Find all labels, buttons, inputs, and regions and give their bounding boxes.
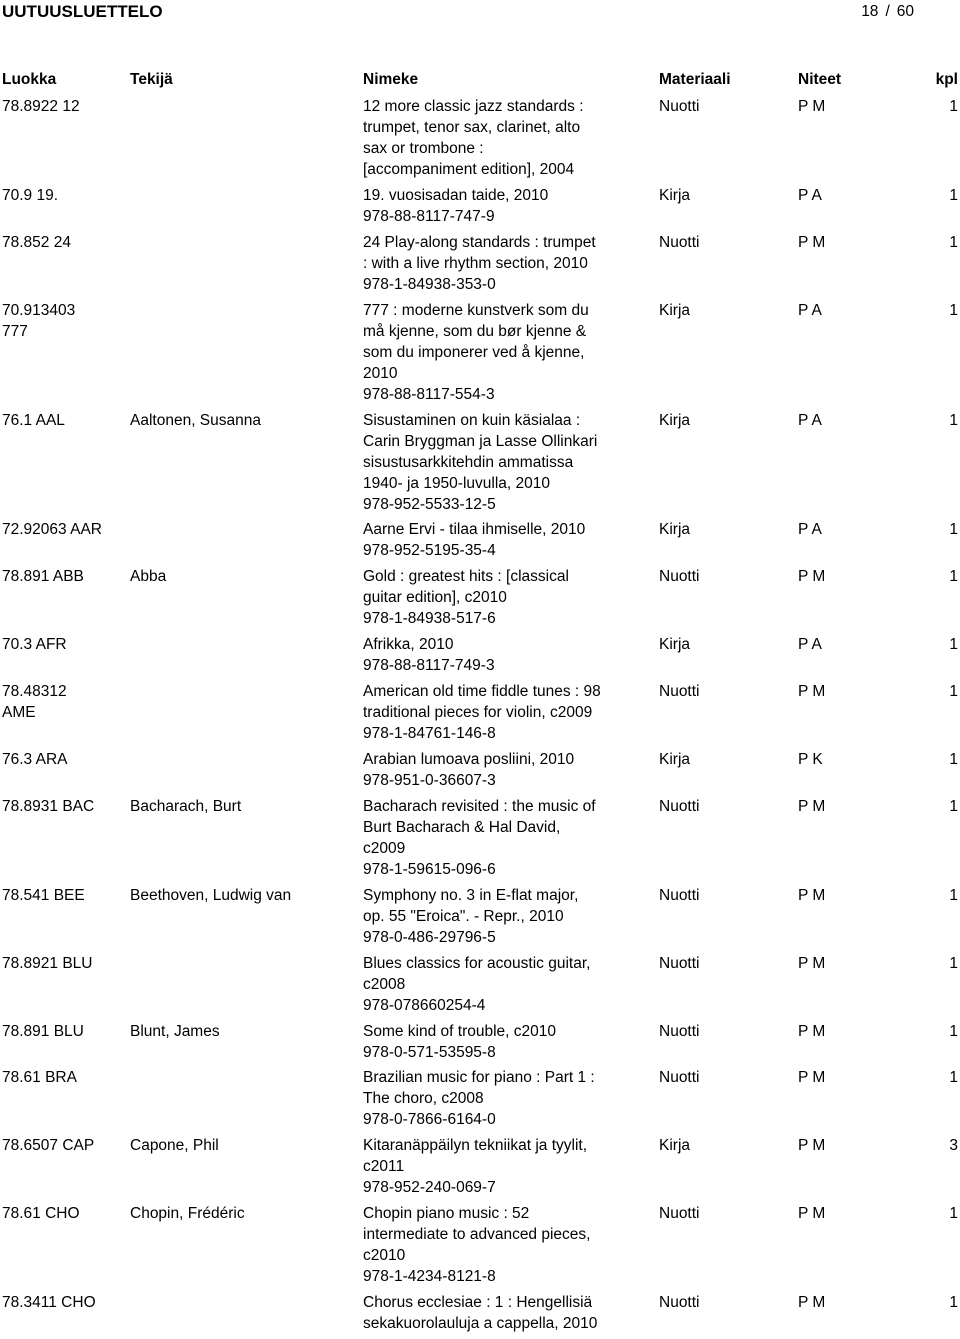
cell-nimeke-line: 978-1-84761-146-8 [363, 725, 496, 743]
cell-materiaali: Kirja [659, 1137, 691, 1155]
cell-nimeke [363, 634, 613, 676]
cell-luokka-line: 78.3411 CHO [2, 1294, 96, 1312]
cell-tekija [130, 566, 360, 587]
cell-nimeke-line: 978-952-5533-12-5 [363, 495, 496, 513]
cell-kpl: 1 [949, 797, 958, 815]
table-row [0, 410, 960, 520]
cell-materiaali: Kirja [659, 521, 691, 539]
cell-nimeke-line: 978-1-84938-517-6 [363, 610, 496, 628]
cell-nimeke-line: Chorus ecclesiae : 1 : Hengellisiä [363, 1294, 593, 1312]
cell-niteet: P M [798, 1137, 826, 1155]
cell-niteet: P M [798, 233, 826, 251]
cell-luokka [2, 566, 127, 587]
cell-materiaali: Kirja [659, 636, 691, 654]
cell-luokka-line: 78.8922 12 [2, 98, 80, 115]
cell-kpl: 1 [949, 1205, 958, 1223]
cell-kpl: 1 [949, 751, 958, 769]
cell-niteet: P A [798, 636, 822, 654]
cell-luokka [2, 885, 127, 906]
cell-luokka [2, 96, 127, 117]
cell-niteet: P A [798, 521, 822, 539]
cell-luokka-line: 76.1 AAL [2, 411, 65, 429]
cell-niteet: P A [798, 411, 822, 429]
column-header-luokka: Luokka [2, 71, 57, 88]
cell-materiaali: Kirja [659, 411, 691, 429]
document-title: UUTUUSLUETTELO [2, 2, 163, 21]
cell-niteet: P M [798, 886, 826, 904]
cell-kpl: 1 [949, 1022, 958, 1040]
cell-kpl: 1 [949, 521, 958, 539]
cell-materiaali: Nuotti [659, 568, 700, 586]
cell-luokka-line: AME [2, 704, 36, 722]
table-row [0, 1021, 960, 1068]
cell-nimeke-line: må kjenne, som du bør kjenne & [363, 322, 587, 340]
cell-nimeke-line: : with a live rhythm section, 2010 [363, 254, 588, 272]
cell-luokka-line: 78.541 BEE [2, 886, 85, 904]
cell-luokka-line: 78.891 ABB [2, 568, 84, 586]
table-row [0, 796, 960, 885]
cell-nimeke-line: c2009 [363, 839, 406, 857]
cell-niteet: P K [798, 751, 823, 769]
column-header-niteet: Niteet [798, 71, 842, 88]
page-total: 60 [896, 3, 914, 20]
page-separator: / [885, 3, 890, 20]
table-row [0, 1203, 960, 1292]
cell-kpl: 1 [949, 683, 958, 701]
cell-nimeke-line: sisustusarkkitehdin ammatissa [363, 453, 574, 471]
cell-niteet: P M [798, 98, 826, 115]
cell-niteet: P M [798, 954, 826, 972]
cell-nimeke-line: 978-0-7866-6164-0 [363, 1111, 496, 1129]
cell-luokka-line: 78.8931 BAC [2, 797, 95, 815]
cell-nimeke [363, 96, 613, 180]
cell-nimeke-line: 978-88-8117-747-9 [363, 207, 495, 225]
cell-nimeke [363, 681, 613, 744]
cell-nimeke [363, 953, 613, 1016]
cell-nimeke [363, 1203, 613, 1287]
cell-luokka [2, 1021, 127, 1042]
cell-nimeke-line: Kitaranäppäilyn tekniikat ja tyylit, [363, 1137, 588, 1155]
cell-nimeke [363, 885, 613, 948]
table-row [0, 634, 960, 681]
cell-materiaali: Nuotti [659, 886, 700, 904]
cell-tekija [130, 410, 360, 431]
cell-nimeke-line: c2008 [363, 975, 406, 993]
cell-materiaali: Kirja [659, 186, 691, 204]
cell-luokka [2, 953, 127, 974]
table-row [0, 885, 960, 953]
cell-materiaali: Nuotti [659, 1022, 700, 1040]
cell-materiaali: Nuotti [659, 1205, 700, 1223]
cell-tekija-line: Capone, Phil [130, 1137, 219, 1155]
cell-nimeke-line: Some kind of trouble, c2010 [363, 1022, 557, 1040]
table-row [0, 96, 960, 185]
cell-nimeke-line: 19. vuosisadan taide, 2010 [363, 186, 549, 204]
cell-materiaali: Nuotti [659, 1294, 700, 1312]
cell-nimeke-line: sax or trombone : [363, 140, 484, 157]
cell-nimeke-line: 978-952-240-069-7 [363, 1179, 496, 1197]
cell-nimeke-line: Blues classics for acoustic guitar, [363, 954, 591, 972]
page-current: 18 [861, 3, 879, 20]
cell-nimeke [363, 300, 613, 405]
column-header-kpl: kpl [935, 71, 958, 88]
cell-materiaali: Kirja [659, 301, 691, 319]
cell-luokka [2, 1067, 127, 1088]
cell-kpl: 1 [949, 98, 958, 115]
cell-tekija-line: Bacharach, Burt [130, 797, 242, 815]
cell-nimeke-line: 978-078660254-4 [363, 996, 486, 1014]
cell-niteet: P M [798, 1205, 826, 1223]
cell-tekija [130, 1021, 360, 1042]
cell-luokka [2, 749, 127, 770]
cell-luokka [2, 300, 127, 342]
cell-niteet: P M [798, 1069, 826, 1087]
cell-niteet: P A [798, 301, 822, 319]
cell-nimeke-line: 2010 [363, 364, 398, 382]
cell-kpl: 1 [949, 568, 958, 586]
cell-nimeke-line: 978-951-0-36607-3 [363, 772, 496, 790]
cell-luokka-line: 78.61 BRA [2, 1069, 77, 1087]
cell-nimeke [363, 410, 613, 515]
cell-nimeke-line: Brazilian music for piano : Part 1 : [363, 1069, 595, 1087]
table-row [0, 1135, 960, 1203]
cell-nimeke [363, 1292, 613, 1334]
cell-luokka [2, 1292, 127, 1313]
cell-kpl: 1 [949, 954, 958, 972]
cell-luokka-line: 72.92063 AAR [2, 521, 102, 539]
cell-nimeke-line: trumpet, tenor sax, clarinet, alto [363, 119, 581, 136]
cell-nimeke-line: 978-1-59615-096-6 [363, 860, 496, 878]
cell-kpl: 1 [949, 886, 958, 904]
cell-nimeke [363, 232, 613, 295]
cell-nimeke-line: 978-1-4234-8121-8 [363, 1268, 496, 1286]
cell-niteet: P M [798, 683, 826, 701]
cell-nimeke-line: intermediate to advanced pieces, [363, 1226, 591, 1244]
cell-tekija [130, 1135, 360, 1156]
cell-nimeke-line: c2011 [363, 1158, 405, 1176]
cell-luokka [2, 519, 127, 540]
cell-luokka-line: 78.891 BLU [2, 1022, 84, 1040]
column-header-tekija: Tekijä [130, 71, 173, 88]
table-row [0, 232, 960, 300]
cell-nimeke [363, 796, 613, 880]
cell-materiaali: Nuotti [659, 98, 700, 115]
cell-nimeke-line: 24 Play-along standards : trumpet [363, 233, 596, 251]
cell-kpl: 1 [949, 411, 958, 429]
table-row [0, 681, 960, 749]
cell-tekija [130, 1203, 360, 1224]
cell-materiaali: Nuotti [659, 954, 700, 972]
cell-nimeke-line: som du imponerer ved å kjenne, [363, 343, 585, 361]
cell-nimeke-line: 978-952-5195-35-4 [363, 542, 496, 560]
cell-nimeke-line: Gold : greatest hits : [classical [363, 568, 569, 586]
cell-materiaali: Nuotti [659, 233, 700, 251]
catalog-table [0, 96, 960, 1339]
cell-kpl: 1 [949, 1069, 958, 1087]
cell-nimeke-line: 777 : moderne kunstverk som du [363, 301, 589, 319]
cell-tekija-line: Beethoven, Ludwig van [130, 886, 292, 904]
cell-luokka-line: 70.3 AFR [2, 636, 67, 654]
cell-nimeke-line: Bacharach revisited : the music of [363, 797, 596, 815]
cell-luokka-line: 78.48312 [2, 683, 67, 701]
cell-kpl: 3 [949, 1137, 958, 1155]
cell-nimeke [363, 566, 613, 629]
cell-nimeke-line: op. 55 "Eroica". - Repr., 2010 [363, 907, 564, 925]
cell-tekija-line: Abba [130, 568, 167, 586]
cell-nimeke-line: Chopin piano music : 52 [363, 1205, 530, 1223]
cell-tekija [130, 796, 360, 817]
cell-nimeke-line: Burt Bacharach & Hal David, [363, 818, 561, 836]
cell-nimeke-line: [accompaniment edition], 2004 [363, 161, 575, 178]
cell-luokka-line: 78.61 CHO [2, 1205, 80, 1223]
cell-luokka-line: 78.8921 BLU [2, 954, 93, 972]
cell-nimeke-line: Arabian lumoava posliini, 2010 [363, 751, 575, 769]
table-row [0, 519, 960, 566]
table-row [0, 300, 960, 410]
cell-nimeke-line: The choro, c2008 [363, 1090, 484, 1108]
cell-materiaali: Kirja [659, 751, 691, 769]
cell-nimeke [363, 1067, 613, 1130]
cell-luokka-line: 70.913403 [2, 301, 76, 319]
table-header [0, 69, 960, 90]
table-row [0, 566, 960, 634]
cell-tekija [130, 885, 360, 906]
cell-luokka-line: 70.9 19. [2, 186, 59, 204]
cell-kpl: 1 [949, 1294, 958, 1312]
cell-luokka [2, 1135, 127, 1156]
cell-tekija-line: Chopin, Frédéric [130, 1205, 245, 1223]
cell-nimeke-line: 12 more classic jazz standards : [363, 98, 584, 115]
cell-niteet: P M [798, 568, 826, 586]
cell-nimeke-line: guitar edition], c2010 [363, 589, 507, 607]
cell-luokka [2, 410, 127, 431]
cell-kpl: 1 [949, 301, 958, 319]
cell-niteet: P M [798, 1294, 826, 1312]
cell-tekija-line: Blunt, James [130, 1022, 220, 1040]
cell-materiaali: Nuotti [659, 683, 700, 701]
cell-luokka-line: 777 [2, 322, 28, 340]
cell-materiaali: Nuotti [659, 1069, 700, 1087]
cell-nimeke-line: 978-1-84938-353-0 [363, 275, 496, 293]
table-row [0, 749, 960, 796]
cell-luokka-line: 78.6507 CAP [2, 1137, 95, 1155]
cell-tekija-line: Aaltonen, Susanna [130, 411, 261, 429]
table-row [0, 185, 960, 232]
cell-nimeke-line: c2010 [363, 1247, 406, 1265]
cell-nimeke-line: Symphony no. 3 in E-flat major, [363, 886, 579, 904]
cell-nimeke-line: 1940- ja 1950-luvulla, 2010 [363, 474, 550, 492]
cell-luokka [2, 185, 127, 206]
table-row [0, 953, 960, 1021]
cell-luokka [2, 634, 127, 655]
cell-kpl: 1 [949, 636, 958, 654]
cell-nimeke [363, 749, 613, 791]
cell-nimeke-line: traditional pieces for violin, c2009 [363, 704, 593, 722]
column-header-materiaali: Materiaali [659, 71, 731, 88]
cell-luokka [2, 1203, 127, 1224]
cell-niteet: P M [798, 1022, 826, 1040]
cell-nimeke [363, 1021, 613, 1063]
cell-luokka-line: 76.3 ARA [2, 751, 68, 769]
cell-nimeke [363, 1135, 613, 1198]
cell-nimeke-line: 978-0-571-53595-8 [363, 1043, 496, 1061]
cell-luokka [2, 796, 127, 817]
cell-nimeke-line: Aarne Ervi - tilaa ihmiselle, 2010 [363, 521, 586, 539]
cell-nimeke-line: Afrikka, 2010 [363, 636, 454, 654]
table-row [0, 1067, 960, 1135]
cell-nimeke-line: 978-88-8117-749-3 [363, 657, 495, 675]
cell-nimeke-line: Sisustaminen on kuin käsialaa : [363, 411, 581, 429]
cell-nimeke-line: 978-88-8117-554-3 [363, 385, 495, 403]
column-header-nimeke: Nimeke [363, 71, 419, 88]
cell-nimeke [363, 519, 613, 561]
cell-kpl: 1 [949, 186, 958, 204]
cell-kpl: 1 [949, 233, 958, 251]
cell-materiaali: Nuotti [659, 797, 700, 815]
table-row [0, 1292, 960, 1339]
cell-nimeke-line: Carin Bryggman ja Lasse Ollinkari [363, 432, 598, 450]
cell-niteet: P A [798, 186, 822, 204]
page-indicator [861, 1, 914, 23]
cell-nimeke-line: sekakuorolauluja a cappella, 2010 [363, 1315, 598, 1333]
cell-nimeke-line: American old time fiddle tunes : 98 [363, 683, 601, 701]
cell-luokka [2, 232, 127, 253]
cell-niteet: P M [798, 797, 826, 815]
cell-nimeke [363, 185, 613, 227]
cell-luokka-line: 78.852 24 [2, 233, 71, 251]
cell-luokka [2, 681, 127, 723]
cell-nimeke-line: 978-0-486-29796-5 [363, 928, 496, 946]
